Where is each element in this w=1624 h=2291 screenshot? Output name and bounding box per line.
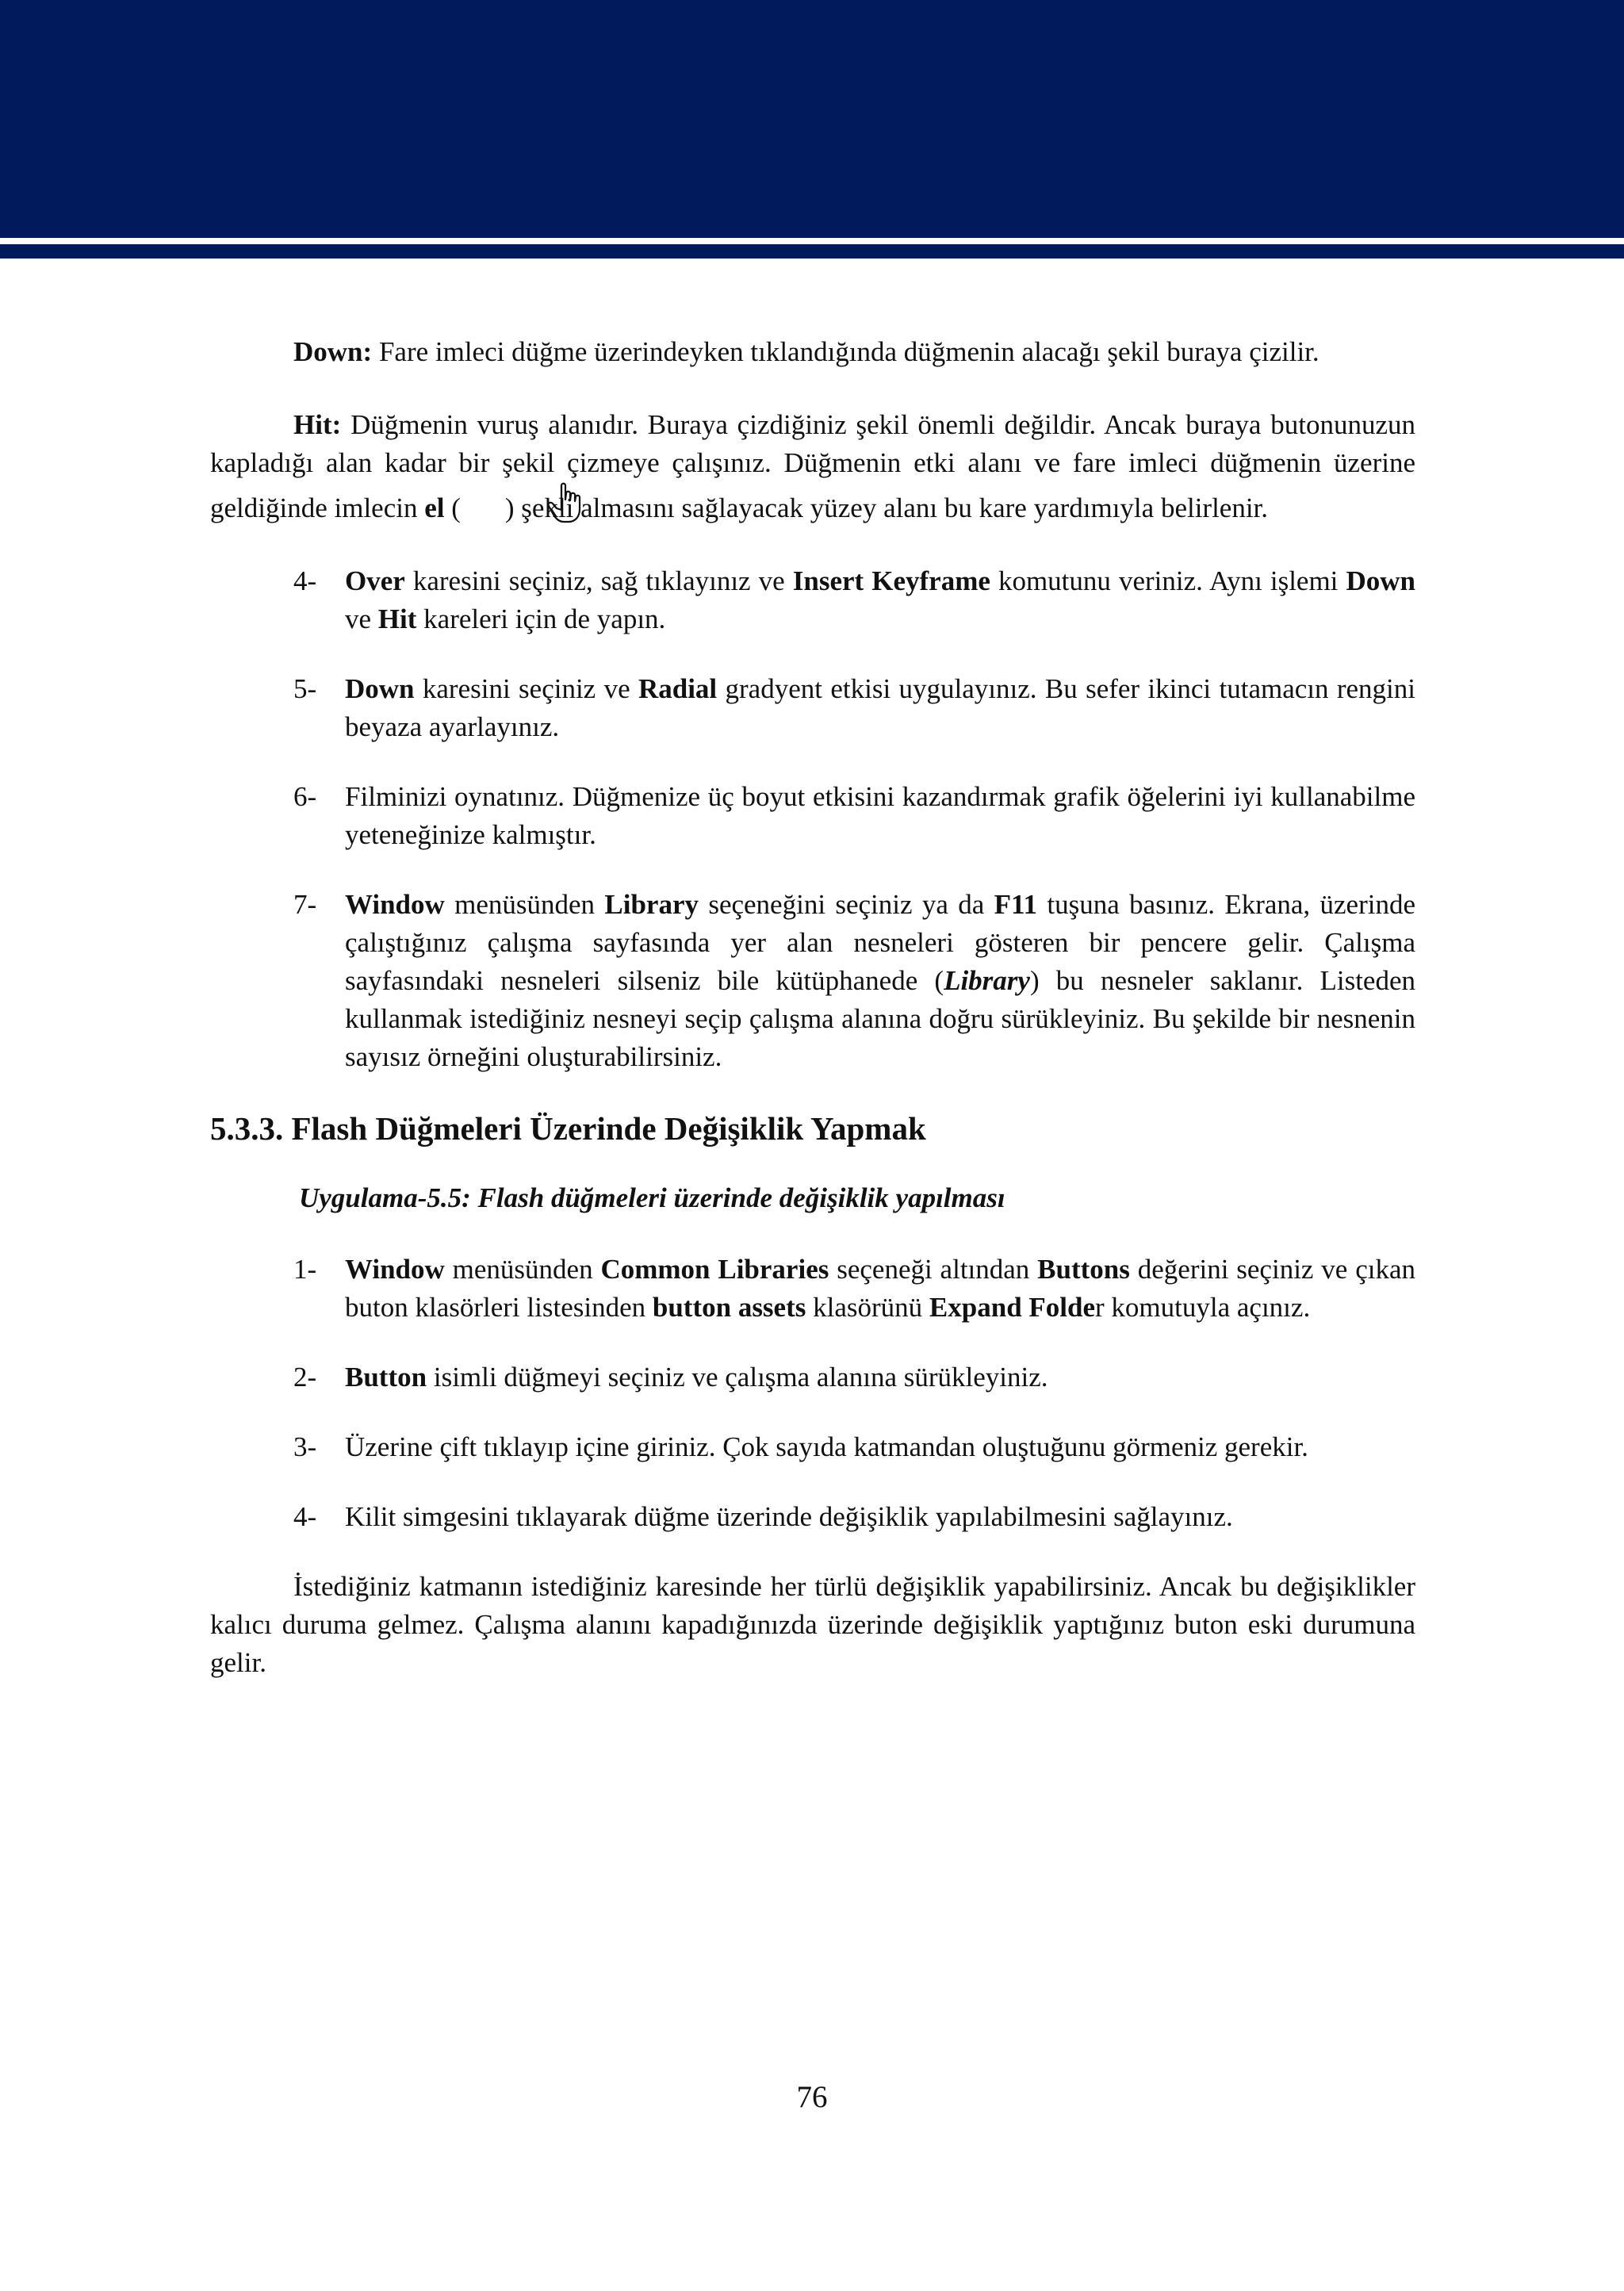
list-item-emphasis: F11 (994, 889, 1038, 920)
list-item-number: 3- (293, 1431, 317, 1462)
hit-paren-close: ) (504, 492, 515, 523)
hit-text-2: şekli almasını sağlayacak yüzey alanı bu kare yardımıyla belirlenir. (514, 492, 1269, 523)
pointing-hand-icon (461, 482, 505, 523)
list-item-emphasis: Radial (638, 673, 718, 704)
list-item-number: 5- (293, 673, 317, 704)
list-item-number: 2- (293, 1362, 317, 1393)
list-item-text: karesini seçiniz ve (414, 673, 638, 704)
list-item-text: r komutuyla açınız. (1095, 1292, 1311, 1323)
list-item (210, 1251, 1415, 1327)
hit-paragraph (210, 406, 1415, 527)
list-item-text: komutunu veriniz. Aynı işlemi (990, 565, 1346, 596)
list-item-text: ve (345, 603, 378, 634)
list-item-number: 6- (293, 781, 317, 812)
list-item (210, 670, 1415, 746)
list-item-text: gradyent etkisi uygulayınız. Bu sefer ikinci tutamacın rengini beyaza ayarlayınız. (345, 673, 1415, 742)
list-item-text: değerini seçiniz ve çıkan buton klasörleri listesinden (345, 1254, 1415, 1323)
header-rule (0, 244, 1624, 259)
steps-list-1 (210, 562, 1415, 1076)
list-item-emphasis: Button (345, 1362, 427, 1393)
hit-el: el (424, 492, 445, 523)
list-item-emphasis: Buttons (1037, 1254, 1130, 1285)
down-paragraph (210, 333, 1415, 371)
list-item-emphasis: Over (345, 565, 405, 596)
page-content (210, 333, 1415, 1682)
list-item-emphasis: button assets (652, 1292, 806, 1323)
list-item-text: Filminizi oynatınız. Düğmenize üç boyut etkisini kazandırmak grafik öğelerini iyi kullanabilme yeteneğinize kalmıştır. (345, 781, 1415, 850)
page-number: 76 (796, 2080, 828, 2114)
header-separator (0, 238, 1624, 244)
hit-term: Hit: (293, 409, 342, 440)
list-item-emphasis: Down (1346, 565, 1415, 596)
list-item-emphasis: Window (345, 1254, 445, 1285)
closing-paragraph: İstediğiniz katmanın istediğiniz karesinde her türlü değişiklik yapabilirsiniz. Ancak bu değişiklikler kalıcı duruma gelmez. Çalışma alanını kapadığınızda üzerinde değişiklik yaptığınız buton eski durumuna gelir. (210, 1571, 1415, 1678)
list-item-emphasis: Down (345, 673, 415, 704)
list-item-emphasis: Expand Folde (929, 1292, 1096, 1323)
list-item-text: klasörünü (806, 1292, 929, 1323)
list-item-text: menüsünden (444, 889, 605, 920)
list-item-emphasis: Hit (377, 603, 417, 634)
list-item-text: seçeneği altından (829, 1254, 1038, 1285)
list-item-text: seçeneğini seçiniz ya da (699, 889, 994, 920)
list-item-emphasis: Insert Keyframe (792, 565, 990, 596)
hit-text-1: Düğmenin vuruş alanıdır. Buraya çizdiğiniz şekil önemli değildir. Ancak buraya butonunuzun kapladığı alan kadar bir şekil çizmeye çalışınız. Düğmenin etki alanı ve fare imleci düğmenin üzerine geldiğinde imlecin (210, 409, 1415, 523)
steps-list-2 (210, 1251, 1415, 1536)
hit-paren-open: ( (444, 492, 461, 523)
list-item (210, 778, 1415, 854)
list-item-text: karesini seçiniz, sağ tıklayınız ve (404, 565, 793, 596)
down-term: Down: (293, 336, 373, 367)
list-item-number: 1- (293, 1254, 317, 1285)
list-item (210, 1428, 1415, 1466)
list-item-text: tuşuna basınız. Ekrana, üzerinde çalıştığınız çalışma sayfasında yer alan nesneleri gösteren bir pencere gelir. Çalışma sayfasındaki nesneleri silseniz bile kütüphanede ( (345, 889, 1415, 996)
list-item-emphasis: Window (345, 889, 445, 920)
header-band (0, 0, 1624, 238)
list-item-text: isimli düğmeyi seçiniz ve çalışma alanına sürükleyiniz. (427, 1362, 1048, 1393)
down-text: Fare imleci düğme üzerindeyken tıklandığında düğmenin alacağı şekil buraya çizilir. (372, 336, 1320, 367)
list-item (210, 886, 1415, 1076)
list-item-text: Kilit simgesini tıklayarak düğme üzerinde değişiklik yapılabilmesini sağlayınız. (345, 1501, 1233, 1532)
list-item-number: 7- (293, 889, 317, 920)
list-item-text: ) bu nesneler saklanır. Listeden kullanmak istediğiniz nesneyi seçip çalışma alanına doğru sürükleyiniz. Bu şekilde bir nesnenin sayısız örneğini oluşturabilirsiniz. (345, 965, 1416, 1072)
list-item-number: 4- (293, 1501, 317, 1532)
list-item-text: kareleri için de yapın. (416, 603, 666, 634)
section-heading: 5.3.3. Flash Düğmeleri Üzerinde Değişiklik Yapmak (210, 1110, 926, 1147)
list-item-emphasis: Common Libraries (600, 1254, 829, 1285)
list-item-number: 4- (293, 565, 317, 596)
list-item-emphasis: Library (944, 965, 1030, 996)
list-item (210, 1498, 1415, 1536)
list-item-text: Üzerine çift tıklayıp içine giriniz. Çok sayıda katmandan oluştuğunu görmeniz gerekir. (345, 1431, 1308, 1462)
section-subtitle: Uygulama-5.5: Flash düğmeleri üzerinde değişiklik yapılması (299, 1182, 1005, 1213)
list-item (210, 1358, 1415, 1396)
list-item-emphasis: Library (604, 889, 699, 920)
list-item (210, 562, 1415, 638)
list-item-text: menüsünden (444, 1254, 601, 1285)
